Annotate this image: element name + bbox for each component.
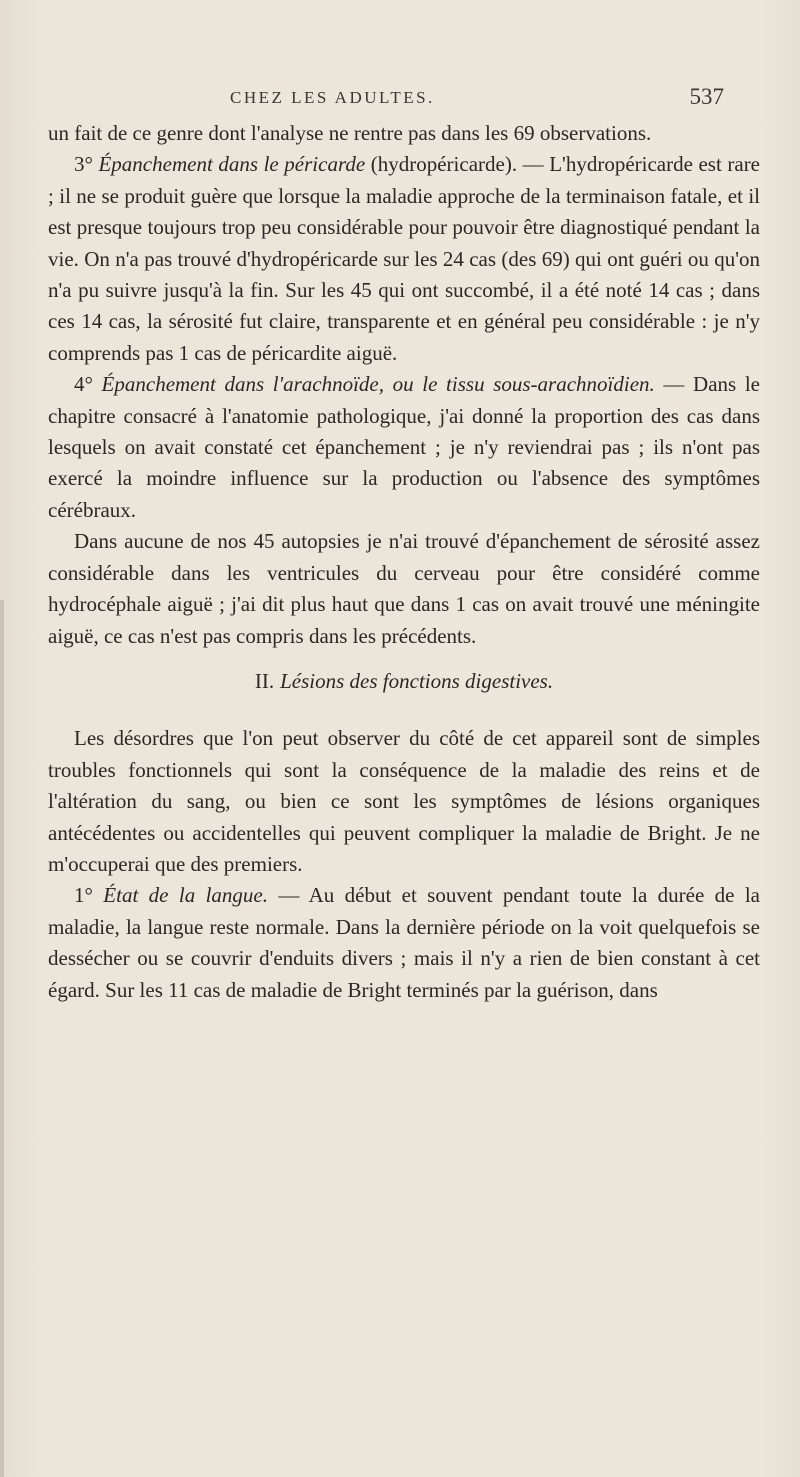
paragraph-continuation [48,118,760,149]
item-title: Épanchement dans le péricarde [98,152,366,177]
item-title: Épanchement dans l'arachnoïde, ou le tissu sous-arachnoïdien. [101,372,655,397]
section-heading [48,666,760,697]
item-number: 4° [74,372,93,397]
section-number: II. [254,668,275,693]
paragraph-desordres [48,723,760,880]
paragraph-text: Dans aucune de nos 45 autopsies je n'ai trouvé d'épanchement de sérosité assez considérable dans les ventricules du cerveau pour être considéré comme hydrocéphale aiguë ; j'ai dit plus haut que dans 1 cas on avait trouvé une méningite aiguë, ce cas n'est pas compris dans les précédents. [48,529,760,648]
paragraph-text: — Au début et souvent pendant toute la durée de la maladie, la langue reste normale. Dans la dernière période on la voit quelquefois se dessécher ou se couvrir d'enduits divers ; mais il n'y a rien de bien constant à cet égard. Sur les 11 cas de maladie de Bright terminés par la guérison, dans [48,883,760,1002]
paragraph-ventricules [48,526,760,652]
paragraph-text: Les désordres que l'on peut observer du côté de cet appareil sont de simples troubles fonctionnels qui sont la conséquence de la maladie des reins et de l'altération du sang, ou bien ce sont les symptômes de lésions organiques antécédentes ou accidentelles qui peuvent compliquer la maladie de Bright. Je ne m'occuperai que des premiers. [48,726,760,876]
page-header [120,84,760,116]
paragraph-arachnoide [48,369,760,526]
item-title: État de la langue. [103,883,268,908]
running-head: CHEZ LES ADULTES. [230,88,435,107]
page-edge-shadow [0,600,4,1477]
body-text [48,118,760,1006]
paragraph-hydropericarde [48,149,760,369]
section-title: Lésions des fonctions digestives. [280,668,554,693]
paragraph-langue [48,880,760,1006]
paragraph-text: — Dans le chapitre consacré à l'anatomie pathologique, j'ai donné la proportion des cas dans lesquels on avait constaté cet épanchement ; je n'y reviendrai pas ; ils n'ont pas exercé la moindre influence sur la production ou l'absence des symptômes cérébraux. [48,372,760,522]
item-number: 3° [74,152,93,177]
page-number: 537 [689,84,724,109]
paragraph-text: (hydropéricarde). — L'hydropéricarde est rare ; il ne se produit guère que lorsque la maladie approche de la terminaison fatale, et il est presque toujours trop peu considérable pour pouvoir être diagnostiqué pendant la vie. On n'a pas trouvé d'hydropéricarde sur les 24 cas (des 69) qui ont guéri ou qu'on n'a pu suivre jusqu'à la fin. Sur les 45 qui ont succombé, il a été noté 14 cas ; dans ces 14 cas, la sérosité fut claire, transparente et en général peu considérable : je n'y comprends pas 1 cas de péricardite aiguë. [48,152,761,365]
paragraph-text: un fait de ce genre dont l'analyse ne rentre pas dans les 69 observations. [48,121,652,145]
item-number: 1° [74,883,93,908]
